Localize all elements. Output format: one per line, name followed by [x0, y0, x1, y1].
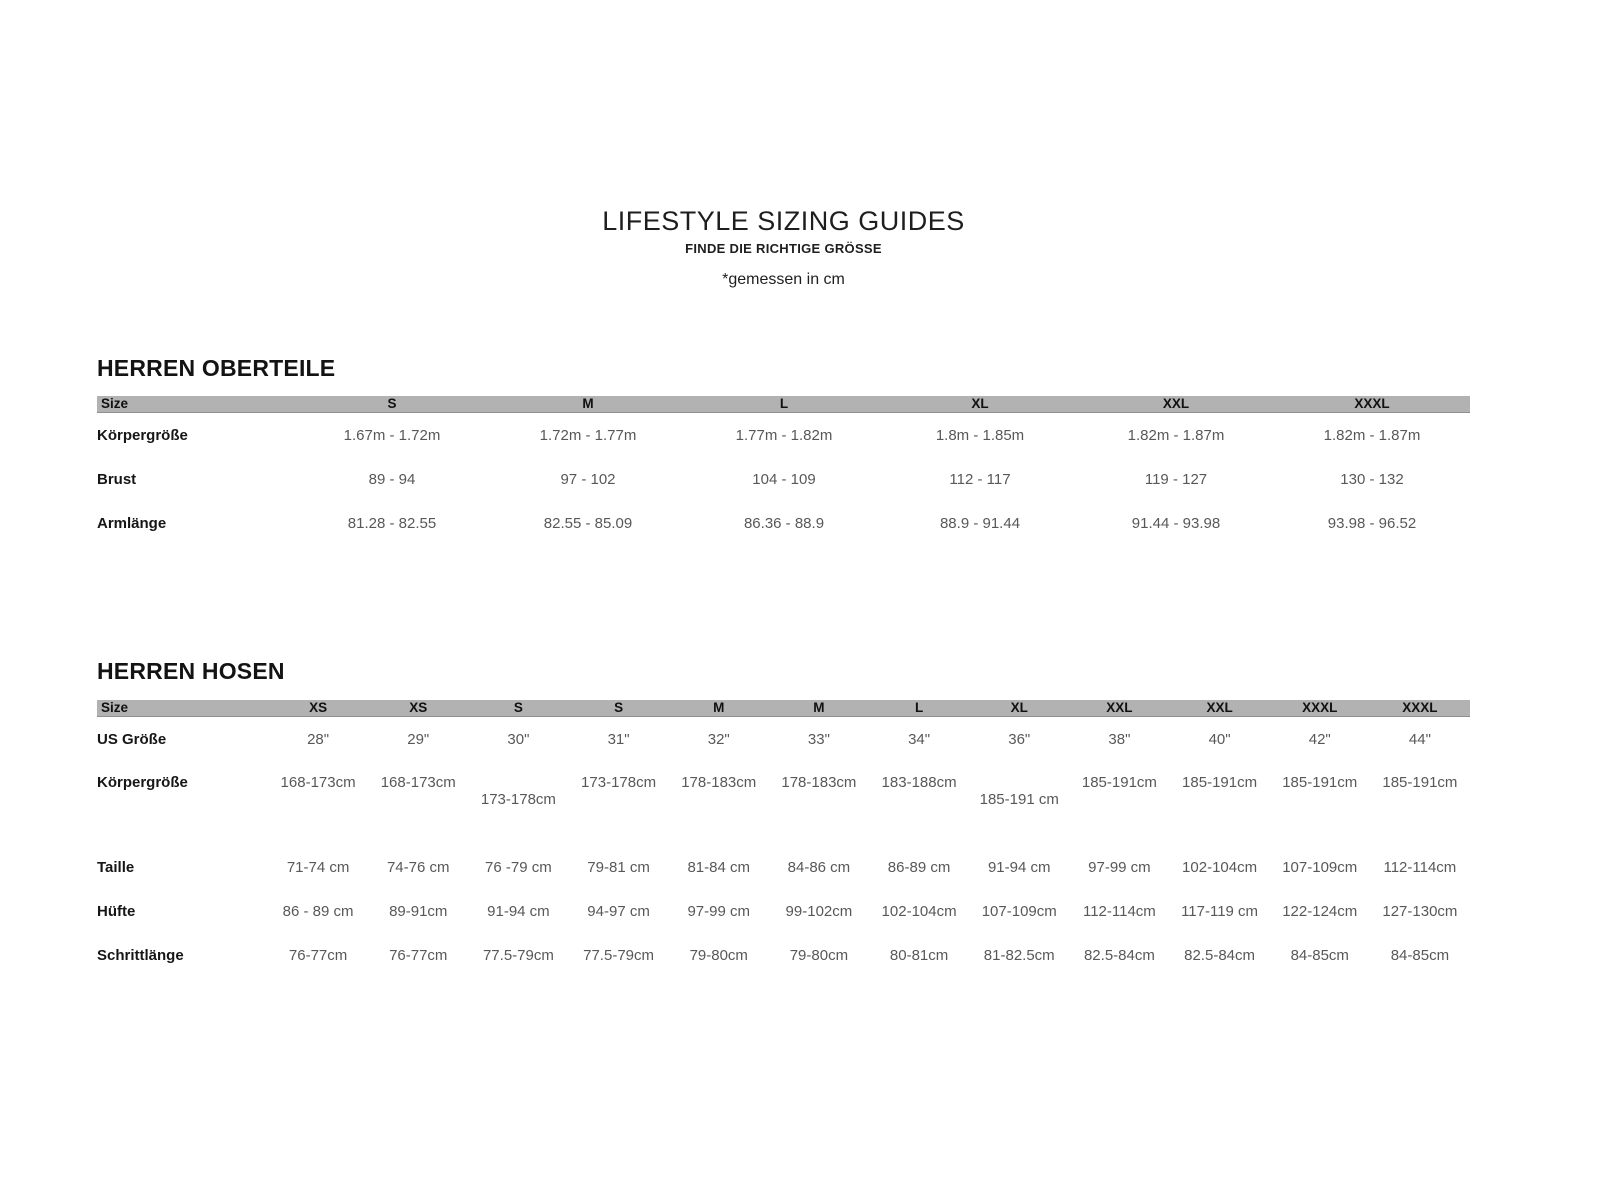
size-header: L	[914, 700, 924, 715]
size-cell: 77.5-79cm	[482, 946, 554, 964]
size-cell: 107-109cm	[1282, 858, 1358, 876]
size-cell: 74-76 cm	[386, 858, 450, 876]
size-cell: 33"	[807, 730, 830, 748]
size-cell: 185-191 cm	[979, 791, 1059, 808]
size-cell: 104 - 109	[752, 470, 816, 488]
size-cell: 76-77cm	[389, 946, 448, 964]
size-cell: 185-191cm	[1182, 774, 1258, 791]
size-cell: 36"	[1008, 730, 1031, 748]
size-cell: 89-91cm	[389, 902, 448, 920]
size-cell: 102-104cm	[881, 902, 957, 920]
size-cell: 168-173cm	[280, 774, 356, 791]
size-cell: 122-124cm	[1282, 902, 1358, 920]
size-header: XXL	[1162, 396, 1190, 411]
row-label: Körpergröße	[97, 774, 188, 791]
size-cell: 130 - 132	[1340, 470, 1404, 488]
size-cell: 173-178cm	[480, 791, 556, 808]
size-cell: 127-130cm	[1382, 902, 1458, 920]
size-cell: 183-188cm	[881, 774, 957, 791]
measure-note: *gemessen in cm	[722, 271, 845, 288]
size-cell: 84-85cm	[1290, 946, 1349, 964]
size-cell: 71-74 cm	[286, 858, 350, 876]
size-cell: 94-97 cm	[587, 902, 650, 920]
size-cell: 34"	[908, 730, 931, 748]
tops-heading: HERREN OBERTEILE	[97, 355, 336, 381]
size-cell: 32"	[707, 730, 730, 748]
size-cell: 42"	[1308, 730, 1331, 748]
page-title: LIFESTYLE SIZING GUIDES	[602, 206, 965, 236]
size-cell: 173-178cm	[581, 774, 657, 791]
size-column-label: Size	[101, 396, 129, 411]
size-header: XXXL	[1402, 700, 1438, 715]
size-column-label: Size	[101, 700, 129, 715]
size-cell: 28"	[307, 730, 330, 748]
table-row	[97, 889, 1470, 933]
size-cell: 79-81 cm	[587, 858, 650, 876]
size-cell: 86 - 89 cm	[282, 902, 354, 920]
size-header: M	[582, 396, 594, 411]
size-cell: 81-84 cm	[687, 858, 750, 876]
size-cell: 91-94 cm	[987, 858, 1051, 876]
row-label: Schrittlänge	[97, 946, 184, 964]
size-cell: 112-114cm	[1383, 858, 1457, 876]
size-cell: 117-119 cm	[1181, 902, 1259, 920]
size-cell: 1.72m - 1.77m	[539, 426, 637, 444]
size-cell: 1.82m - 1.87m	[1127, 426, 1225, 444]
size-header: S	[513, 700, 523, 715]
page-subtitle: FINDE DIE RICHTIGE GRÖSSE	[685, 241, 882, 256]
size-cell: 81-82.5cm	[983, 946, 1055, 964]
size-cell: 82.5-84cm	[1184, 946, 1255, 964]
size-cell: 185-191cm	[1282, 774, 1358, 791]
tops-table-section	[97, 355, 1470, 545]
size-cell: 178-183cm	[681, 774, 757, 791]
size-header: XL	[971, 396, 989, 411]
size-cell: 84-86 cm	[787, 858, 851, 876]
size-cell: 86.36 - 88.9	[743, 514, 825, 532]
size-header: XXXL	[1302, 700, 1338, 715]
pants-header-row	[97, 700, 1470, 717]
size-header: XS	[409, 700, 428, 715]
size-cell: 97-99 cm	[1088, 858, 1151, 876]
masthead	[97, 205, 1470, 289]
size-cell: 102-104cm	[1182, 858, 1258, 876]
row-label: Armlänge	[97, 514, 167, 532]
size-cell: 97-99 cm	[687, 902, 750, 920]
size-cell: 97 - 102	[560, 470, 616, 488]
size-cell: 1.82m - 1.87m	[1323, 426, 1421, 444]
size-cell: 1.8m - 1.85m	[935, 426, 1025, 444]
tops-header-row	[97, 396, 1470, 413]
size-header: XL	[1010, 700, 1028, 715]
table-row	[97, 717, 1470, 761]
row-label: Hüfte	[97, 902, 136, 920]
pants-table-section	[97, 658, 1470, 977]
size-cell: 77.5-79cm	[583, 946, 654, 964]
size-header: M	[713, 700, 725, 715]
size-header: L	[779, 396, 789, 411]
size-cell: 93.98 - 96.52	[1327, 514, 1417, 532]
size-cell: 30"	[507, 730, 530, 748]
size-cell: 76-77cm	[288, 946, 348, 964]
size-cell: 44"	[1408, 730, 1431, 748]
size-header: XXL	[1106, 700, 1133, 715]
table-row	[97, 457, 1470, 501]
table-row	[97, 501, 1470, 545]
size-cell: 79-80cm	[689, 946, 748, 964]
size-header: XS	[309, 700, 328, 715]
size-cell: 91.44 - 93.98	[1131, 514, 1221, 532]
pants-heading: HERREN HOSEN	[97, 658, 285, 684]
size-header: XXXL	[1354, 396, 1390, 411]
row-label: Körpergröße	[97, 426, 188, 444]
table-row	[97, 413, 1470, 457]
size-header: S	[387, 396, 397, 411]
size-cell: 112 - 117	[949, 470, 1011, 488]
size-cell: 80-81cm	[889, 946, 949, 964]
size-cell: 178-183cm	[781, 774, 857, 791]
row-label: US Größe	[97, 730, 167, 748]
size-cell: 1.67m - 1.72m	[343, 426, 441, 444]
size-cell: 82.55 - 85.09	[543, 514, 633, 532]
size-cell: 107-109cm	[981, 902, 1057, 920]
size-cell: 81.28 - 82.55	[347, 514, 437, 532]
table-row	[97, 933, 1470, 977]
size-cell: 40"	[1208, 730, 1231, 748]
table-row	[97, 845, 1470, 889]
size-cell: 38"	[1108, 730, 1131, 748]
size-cell: 112-114cm	[1082, 902, 1156, 920]
size-cell: 82.5-84cm	[1083, 946, 1155, 964]
size-cell: 31"	[607, 730, 630, 748]
size-cell: 86-89 cm	[887, 858, 951, 876]
size-header: XXL	[1206, 700, 1233, 715]
size-cell: 119 - 127	[1144, 470, 1208, 488]
size-cell: 29"	[407, 730, 430, 748]
size-cell: 185-191cm	[1382, 774, 1458, 791]
size-cell: 79-80cm	[789, 946, 849, 964]
size-cell: 91-94 cm	[487, 902, 550, 920]
size-header: S	[614, 700, 624, 715]
size-cell: 89 - 94	[368, 470, 416, 488]
row-label: Taille	[97, 858, 135, 876]
size-cell: 185-191cm	[1081, 774, 1157, 791]
size-cell: 76 -79 cm	[485, 858, 552, 876]
size-cell: 1.77m - 1.82m	[735, 426, 833, 444]
table-row	[97, 761, 1470, 845]
size-header: M	[813, 700, 825, 715]
size-cell: 84-85cm	[1390, 946, 1450, 964]
size-cell: 88.9 - 91.44	[939, 514, 1021, 532]
size-cell: 168-173cm	[380, 774, 456, 791]
row-label: Brust	[97, 470, 137, 488]
size-cell: 99-102cm	[785, 902, 853, 920]
